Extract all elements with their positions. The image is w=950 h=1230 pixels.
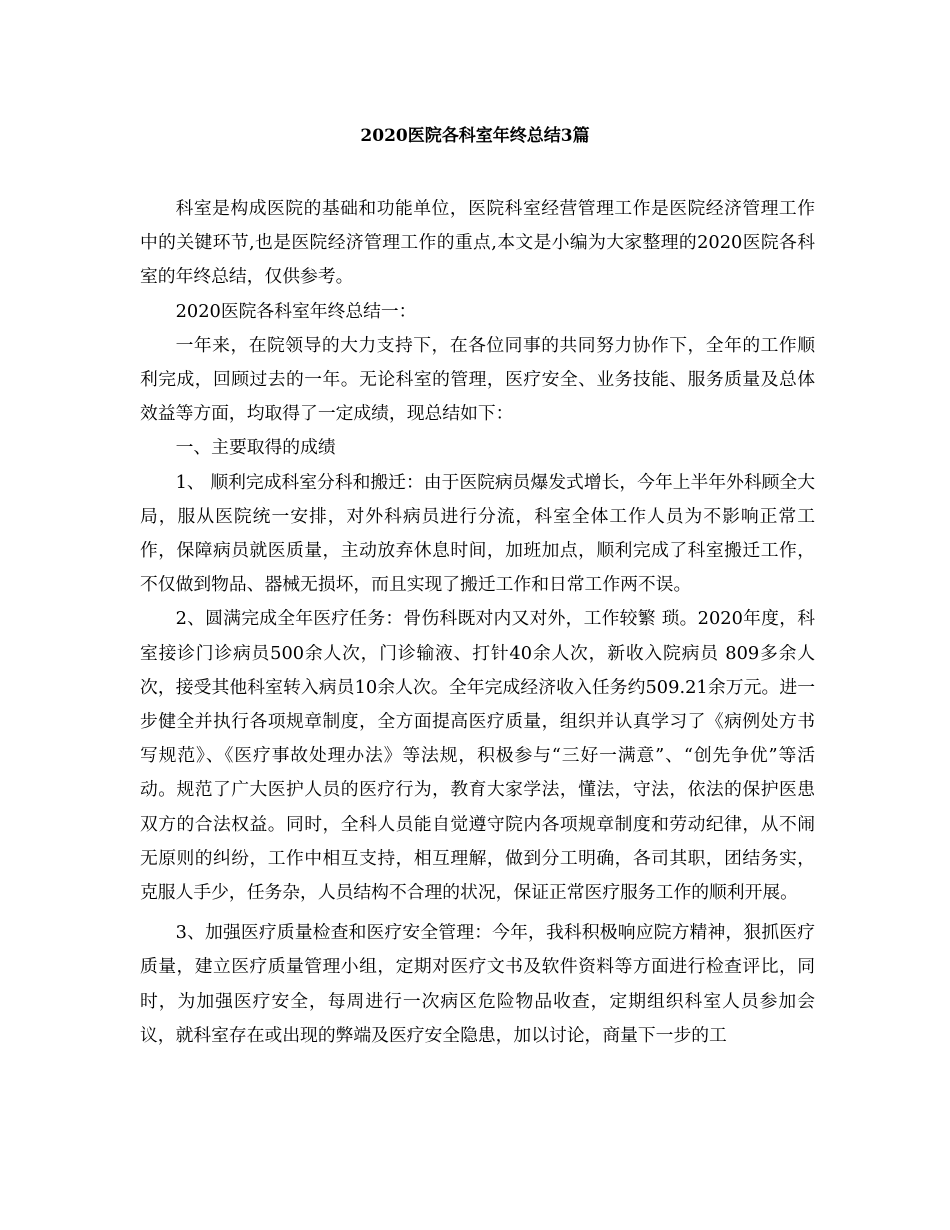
achievement-item-1: 1、 顺利完成科室分科和搬迁：由于医院病员爆发式增长，今年上半年外科顾全大局，服从医院统一安排，对外科病员进行分流，科室全体工作人员为不影响正常工作，保障病员就医质量，主动放弃休息时间，加班加点，顺利完成了科室搬迁工作，不仅做到物品、器械无损坏，而且实现了搬迁工作和日常工作两不误。 bbox=[140, 471, 815, 596]
document-body bbox=[140, 192, 815, 1053]
document-title: 2020医院各科室年终总结3篇 bbox=[360, 126, 590, 146]
section-heading-achievements: 一、主要取得的成绩 bbox=[175, 437, 336, 459]
section-heading-summary-one: 2020医院各科室年终总结一： bbox=[175, 300, 417, 322]
achievement-item-3: 3、加强医疗质量检查和医疗安全管理：今年，我科积极响应院方精神，狠抓医疗质量，建立医疗质量管理小组，定期对医疗文书及软件资料等方面进行检查评比，同时，为加强医疗安全，每周进行一次病区危险物品收查，定期组织科室人员参加会议，就科室存在或出现的弊端及医疗安全隐患，加以讨论，商量下一步的工 bbox=[140, 922, 815, 1046]
achievement-item-2: 2、圆满完成全年医疗任务：骨伤科既对内又对外，工作较繁 琐。2020年度，科室接诊门诊病员500余人次，门诊输液、打针40余人次，新收入院病员 809多余人次，接受其他科室转入病员10余人次。全年完成经济收入任务约509.21余万元。进一步健全并执行各项规章制度，全方面提高医疗质量，组织并认真学习了《病例处方书写规范》、《医疗事故处理办法》等法规，积极参与“三好一满意”、“创先争优”等活动。规范了广大医护人员的医疗行为，教育大家学法，懂法，守法，依法的保护医患双方的合法权益。同时，全科人员能自觉遵守院内各项规章制度和劳动纪律，从不闹无原则的纠纷，工作中相互支持，相互理解，做到分工明确，各司其职，团结务实，克服人手少，任务杂，人员结构不合理的状况，保证正常医疗服务工作的顺利开展。 bbox=[140, 608, 815, 904]
overview-paragraph: 一年来，在院领导的大力支持下，在各位同事的共同努力协作下，全年的工作顺利完成，回顾过去的一年。无论科室的管理，医疗安全、业务技能、服务质量及总体效益等方面，均取得了一定成绩，现总结如下： bbox=[140, 334, 815, 425]
intro-paragraph: 科室是构成医院的基础和功能单位，医院科室经营管理工作是医院经济管理工作中的关键环节,也是医院经济管理工作的重点,本文是小编为大家整理的2020医院各科室的年终总结，仅供参考。 bbox=[140, 198, 815, 288]
